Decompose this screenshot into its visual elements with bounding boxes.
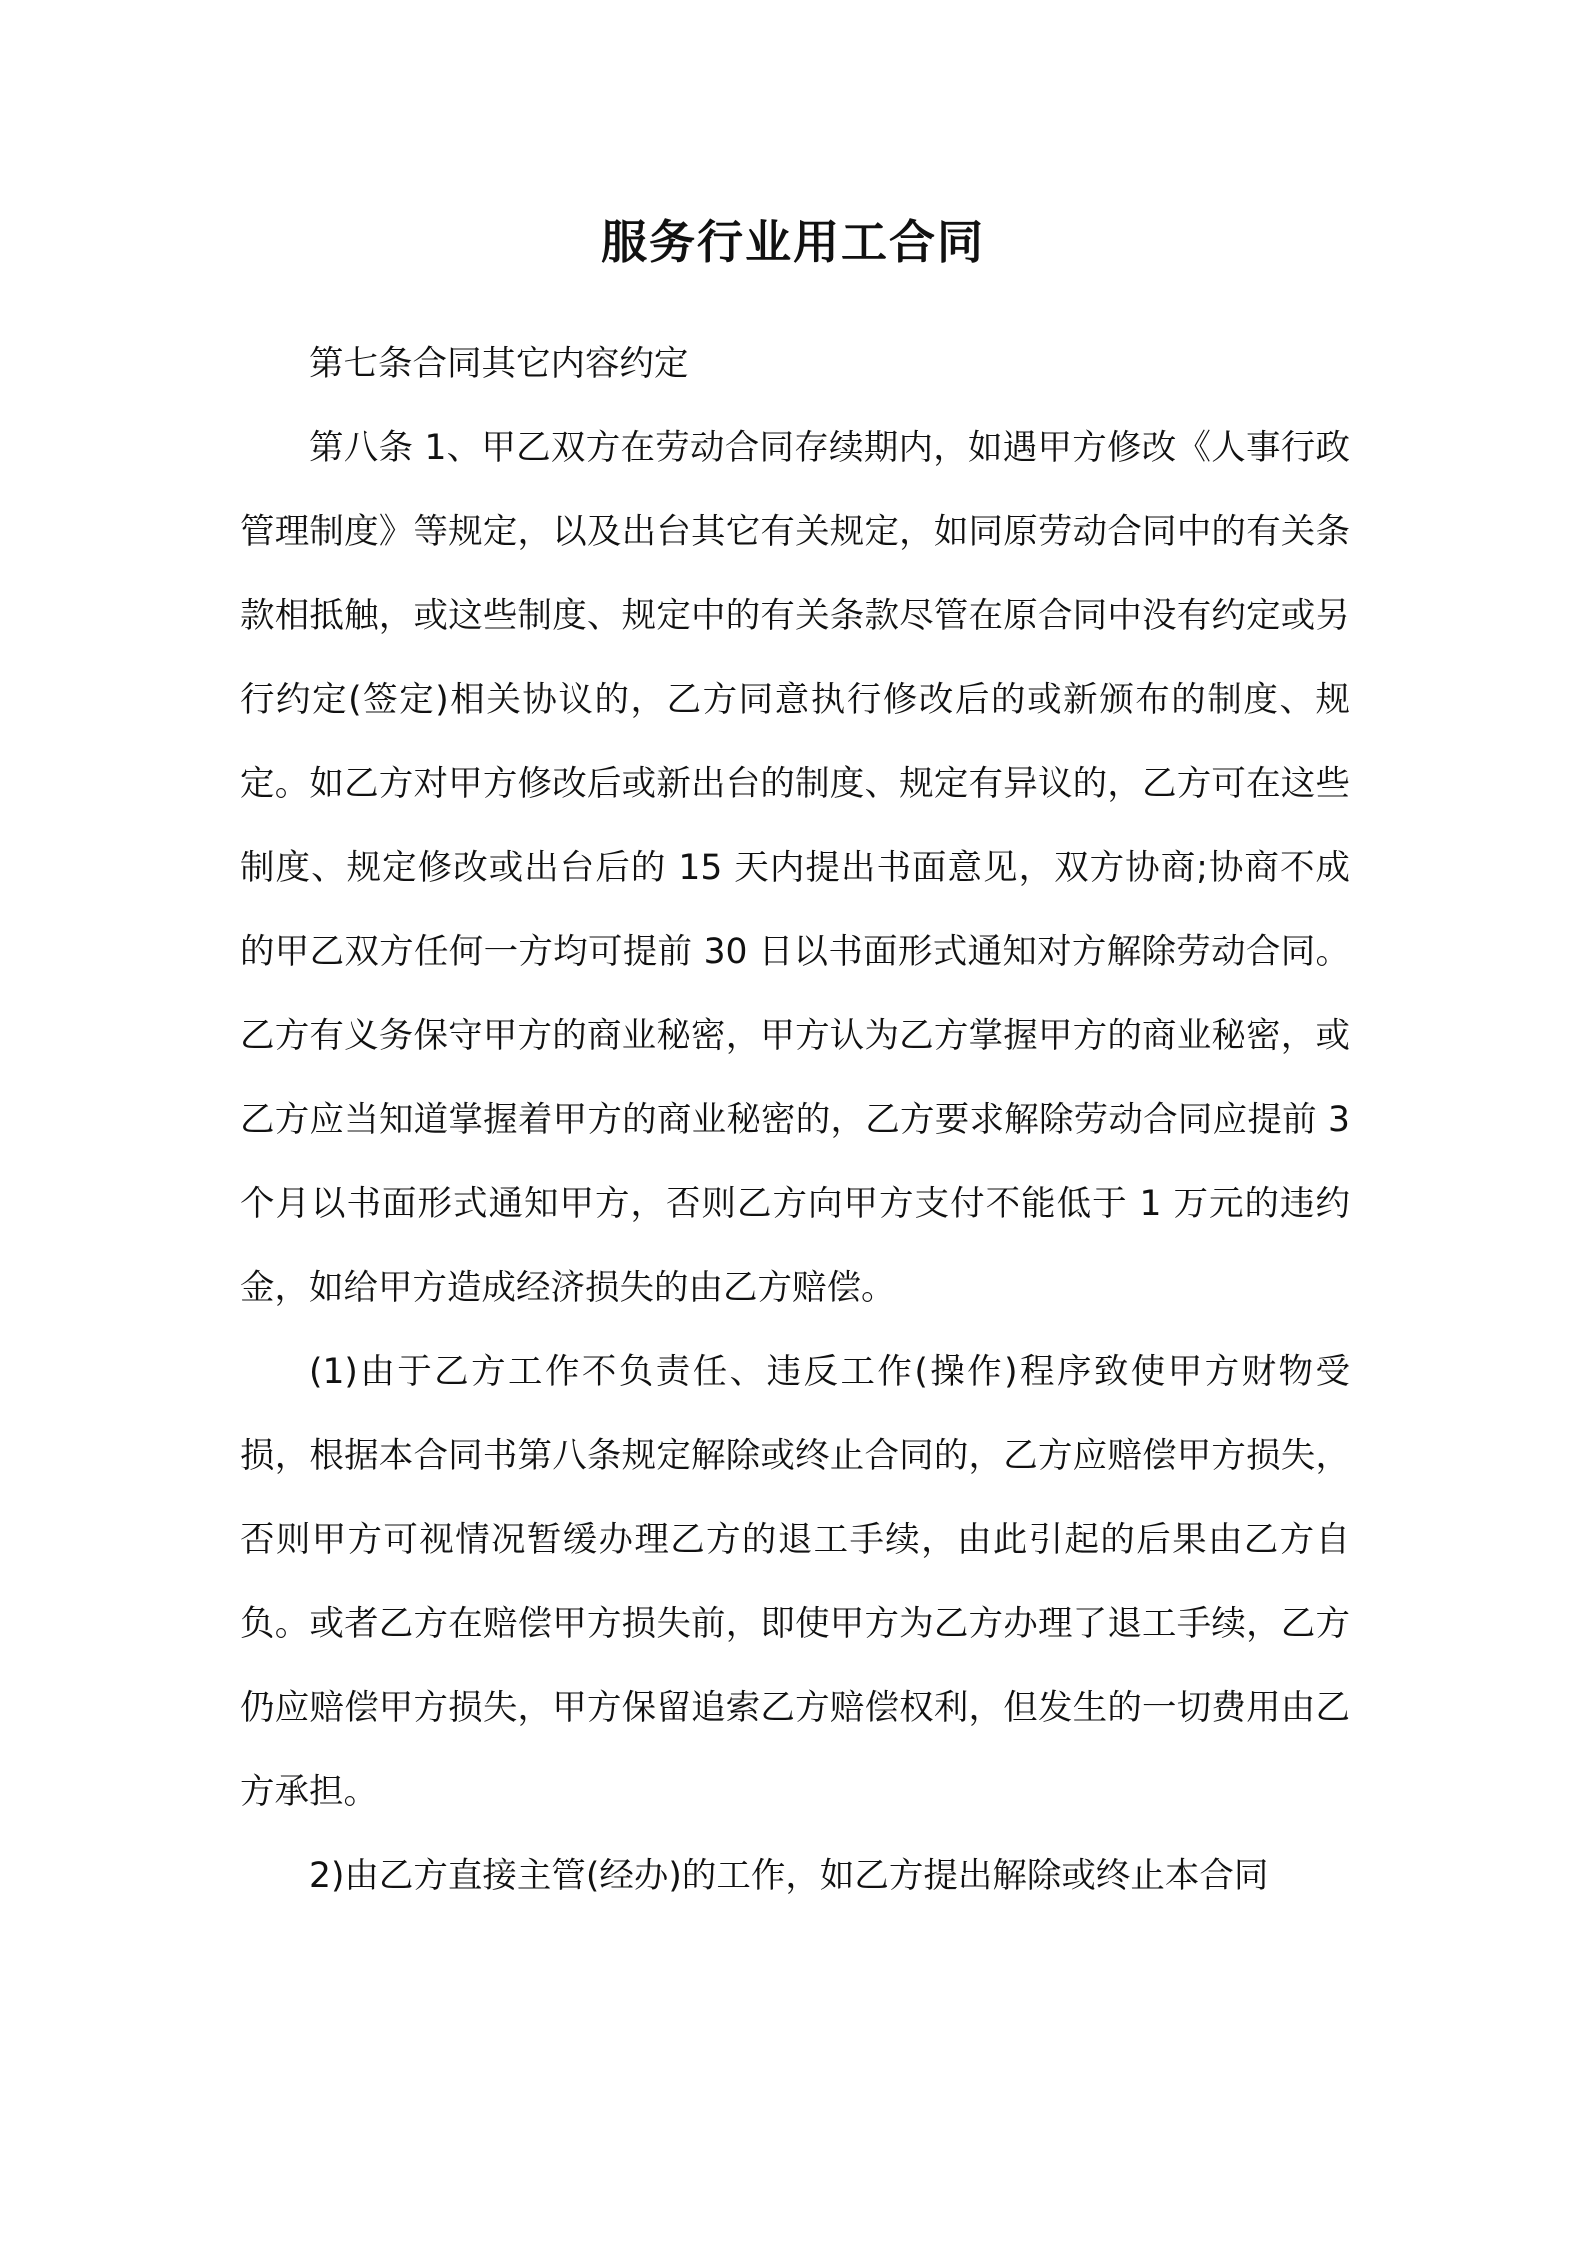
- document-body: [240, 322, 1350, 1918]
- article-eight-paragraph: 第八条 1、甲乙双方在劳动合同存续期内，如遇甲方修改《人事行政管理制度》等规定，以及出台其它有关规定，如同原劳动合同中的有关条款相抵触，或这些制度、规定中的有关条款尽管在原合同中没有约定或另行约定(签定)相关协议的，乙方同意执行修改后的或新颁布的制度、规定。如乙方对甲方修改后或新出台的制度、规定有异议的，乙方可在这些制度、规定修改或出台后的 15 天内提出书面意见，双方协商;协商不成的甲乙双方任何一方均可提前 30 日以书面形式通知对方解除劳动合同。乙方有义务保守甲方的商业秘密，甲方认为乙方掌握甲方的商业秘密，或乙方应当知道掌握着甲方的商业秘密的，乙方要求解除劳动合同应提前 3 个月以书面形式通知甲方，否则乙方向甲方支付不能低于 1 万元的违约金，如给甲方造成经济损失的由乙方赔偿。: [240, 428, 1350, 1308]
- document-title: 服务行业用工合同: [601, 215, 985, 269]
- clause-two-paragraph: 2)由乙方直接主管(经办)的工作，如乙方提出解除或终止本合同: [309, 1856, 1269, 1896]
- clause-one-paragraph: (1)由于乙方工作不负责任、违反工作(操作)程序致使甲方财物受损，根据本合同书第八条规定解除或终止合同的，乙方应赔偿甲方损失，否则甲方可视情况暂缓办理乙方的退工手续，由此引起的后果由乙方自负。或者乙方在赔偿甲方损失前，即使甲方为乙方办理了退工手续，乙方仍应赔偿甲方损失，甲方保留追索乙方赔偿权利，但发生的一切费用由乙方承担。: [240, 1352, 1350, 1812]
- article-seven-paragraph: 第七条合同其它内容约定: [309, 344, 689, 384]
